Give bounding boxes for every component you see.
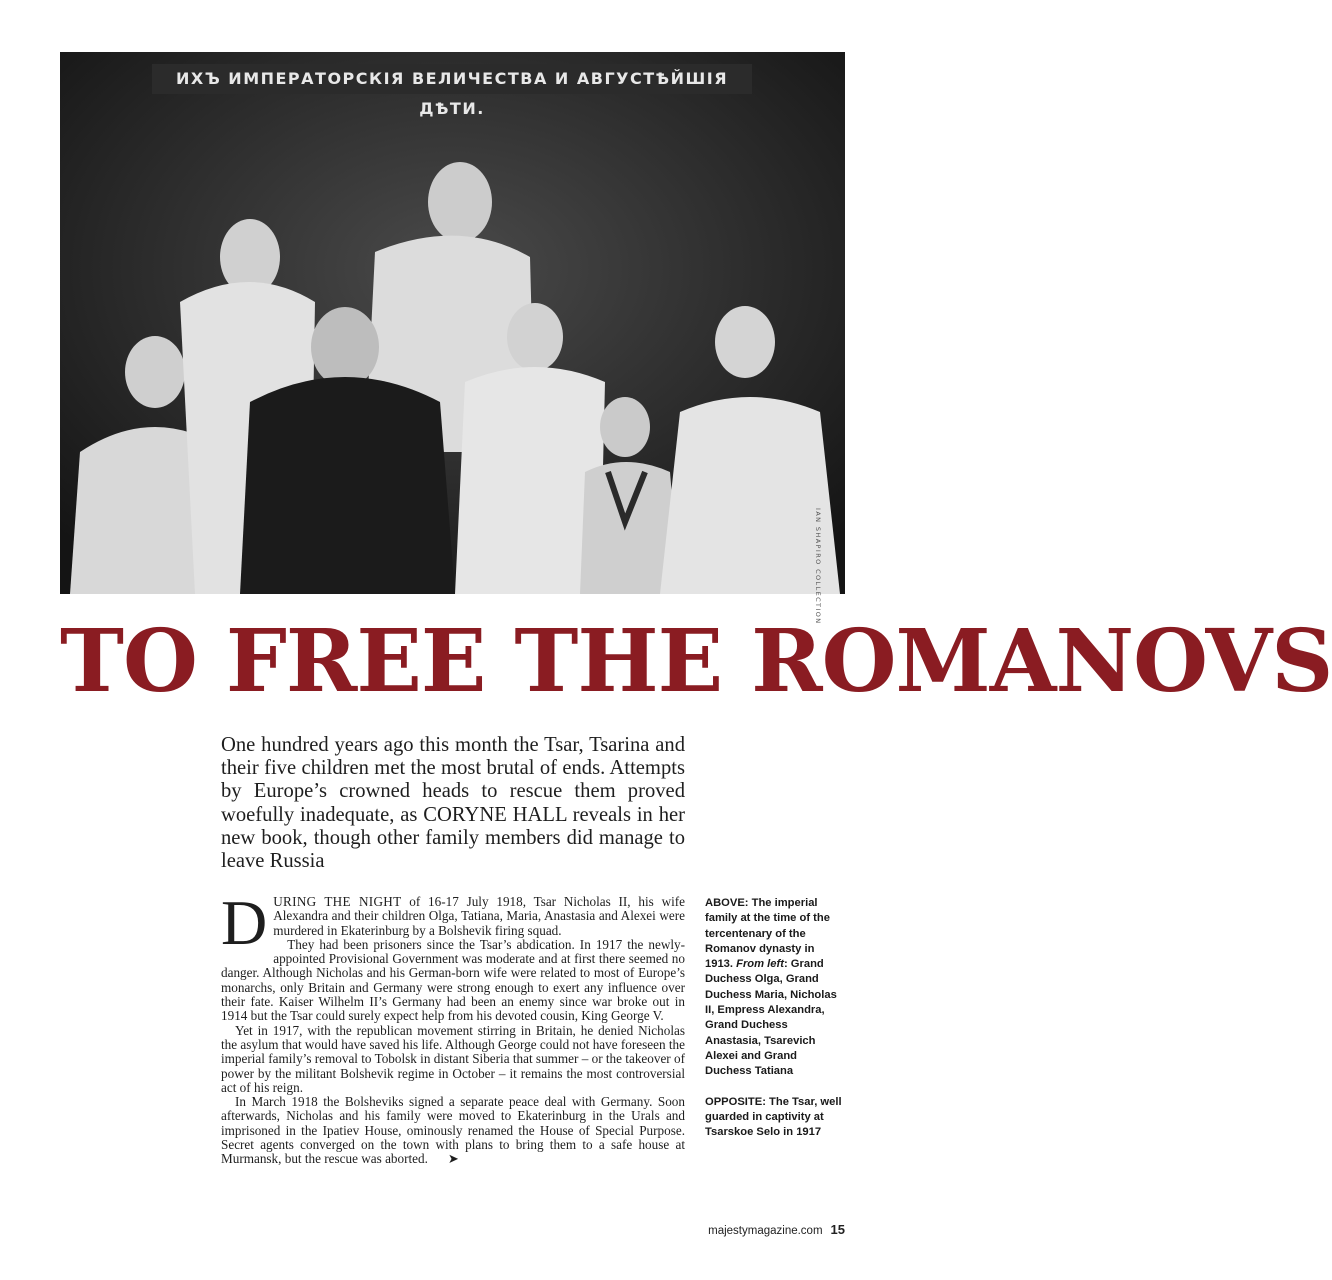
photo-illustration [60,52,845,594]
paragraph-2: They had been prisoners since the Tsar’s abdication. In 1917 the newly-appointed Provisional Government was moderate and at first there seemed no danger. Although Nicholas and his German-born wife were related to most of Europe’s monarchs, only Britain and Germany were strong enough to exert any influence over their fate. Kaiser Wilhelm II’s Germany had been an enemy since war broke out in 1914 but the Tsar could surely expect help from his devoted cousin, King George V. [221,936,685,1024]
paragraph-4-text: In March 1918 the Bolsheviks signed a separate peace deal with Germany. Soon afterwards, Nicholas and his family were moved to Ekaterinburg in the Urals and imprisoned in the Ipatiev House, ominously renamed the House of Special Purpose. Secret agents converged on the town with plans to bring them to a safe house at Murmansk, but the rescue was aborted. [221,1094,685,1167]
lead-in: URING THE NIGHT [273,894,402,909]
photo-captions [705,896,845,1155]
page-footer [708,1222,845,1237]
standfirst: One hundred years ago this month the Tsar, Tsarina and their five children met the most brutal of ends. Attempts by Europe’s crowned heads to rescue them proved woefully inadequate, as CORYNE HALL reveals in her new book, though other family members did manage to leave Russia [221,734,685,873]
photo-credit: IAN SHAPIRO COLLECTION [814,508,822,625]
caption-above [705,896,845,1080]
drop-cap: D [221,887,268,958]
paragraph-1-text: of 16-17 July 1918, Tsar Nicholas II, his wife Alexandra and their children Olga, Tatiana, Maria, Anastasia and Alexei were murdered in Ekaterinburg by a Bolshevik firing squad. [273,894,685,938]
caption-above-label: ABOVE: [705,897,749,909]
photo-banner-text: ИХЪ ИМПЕРАТОРСКІЯ ВЕЛИЧЕСТВА И АВГУСТѢЙШІЯ ДѢТИ. [152,64,752,94]
article-body [221,887,685,1167]
paragraph-3: Yet in 1917, with the republican movement stirring in Britain, he denied Nicholas the asylum that would have saved his life. Although George could not have foreseen the imperial family’s removal to Tobolsk in distant Siberia that summer – or the takeover of power by the militant Bolshevik regime in October – it remains the most controversial act of his reign. [221,1022,685,1095]
site-url[interactable]: majestymagazine.com [708,1225,823,1237]
caption-from-left: From left [736,958,784,971]
paragraph-4 [221,1095,685,1166]
caption-opposite [705,1095,845,1141]
caption-above-rest: : Grand Duchess Olga, Grand Duchess Maria, Nicholas II, Empress Alexandra, Grand Duchess Anastasia, Tsarevich Alexei and Grand Duchess Tatiana [705,958,837,1078]
family-portrait-photo [60,52,845,594]
page-number: 15 [830,1222,845,1237]
caption-opposite-label: OPPOSITE: [705,1095,766,1108]
headline: TO FREE THE ROMANOVS [60,611,1332,712]
caption-above-text: The imperial family at the time of the tercentenary of the Romanov dynasty in 1913. [705,897,830,971]
end-arrow-icon: ➤ [447,1151,459,1167]
paragraph-1 [221,887,685,958]
caption-opposite-text: The Tsar, well guarded in captivity at Tsarskoe Selo in 1917 [705,1095,842,1139]
